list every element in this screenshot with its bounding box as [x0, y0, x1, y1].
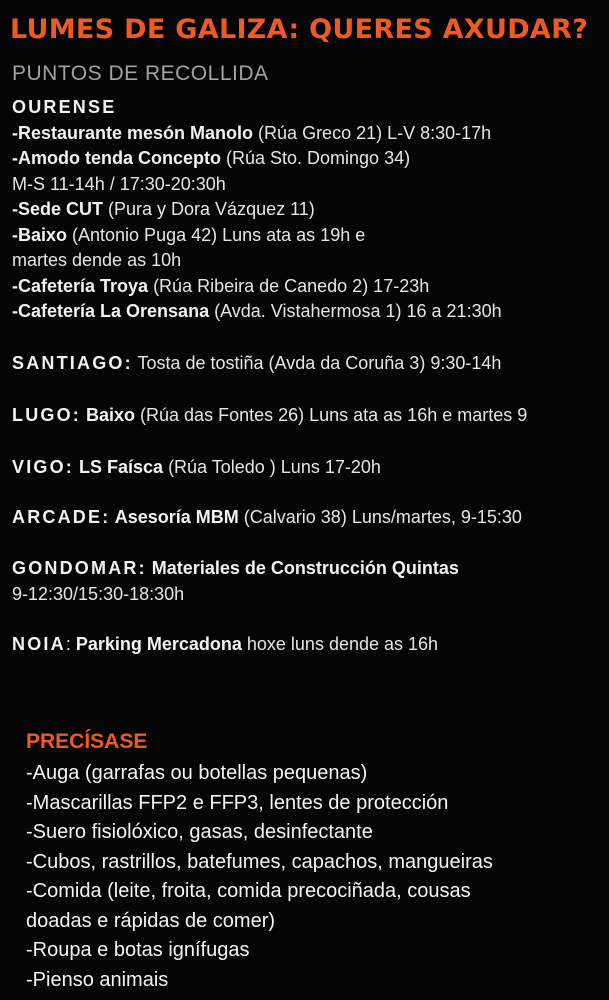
list-item: -Suero fisiolóxico, gasas, desinfectante: [26, 821, 373, 843]
city-gondomar: GONDOMAR:: [12, 558, 147, 578]
list-item: -Amodo tenda Concepto (Rúa Sto. Domingo 34): [12, 148, 411, 168]
list-item: -Auga (garrafas ou botellas pequenas): [26, 762, 368, 784]
list-item: -Pienso animais: [26, 968, 169, 991]
arcade-line: ARCADE: Asesoría MBM (Calvario 38) Luns/martes, 9-15:30: [12, 507, 522, 527]
city-vigo: VIGO:: [12, 457, 75, 477]
list-item: -Restaurante mesón Manolo (Rúa Greco 21) L-V 8:30-17h: [12, 122, 492, 143]
list-item: -Comida (leite, froita, comida precociñada, cousas: [26, 880, 471, 902]
city-noia: NOIA: [12, 634, 66, 654]
gondomar-hours: 9-12:30/15:30-18:30h: [12, 583, 185, 604]
ourense-section: [12, 95, 502, 325]
page-title: LUMES DE GALIZA: QUERES AXUDAR?: [10, 14, 589, 45]
santiago-line: SANTIAGO: Tosta de tostiña (Avda da Coruña 3) 9:30-14h: [12, 353, 502, 373]
list-item: -Mascarillas FFP2 e FFP3, lentes de protección: [26, 791, 449, 814]
page-subtitle: PUNTOS DE RECOLLIDA: [12, 62, 269, 85]
lugo-line: LUGO: Baixo (Rúa das Fontes 26) Luns ata as 16h e martes 9: [12, 405, 528, 425]
city-lugo: LUGO:: [12, 405, 81, 425]
city-ourense: OURENSE: [12, 97, 117, 117]
list-item: martes dende as 10h: [12, 250, 182, 270]
vigo-line: VIGO: LS Faísca (Rúa Toledo ) Luns 17-20h: [12, 457, 381, 477]
city-santiago: SANTIAGO:: [12, 353, 133, 373]
list-item: -Sede CUT (Pura y Dora Vázquez 11): [12, 199, 315, 219]
city-arcade: ARCADE:: [12, 507, 111, 527]
list-item: -Cafetería Troya (Rúa Ribeira de Canedo 2) 17-23h: [12, 275, 430, 296]
list-item: -Roupa e botas ignífugas: [26, 939, 250, 961]
list-item: -Cafetería La Orensana (Avda. Vistahermosa 1) 16 a 21:30h: [12, 301, 502, 321]
list-item: -Baixo (Antonio Puga 42) Luns ata as 19h e: [12, 224, 366, 245]
list-item: -Cubos, rastrillos, batefumes, capachos, mangueiras: [26, 850, 493, 873]
noia-line: NOIA: Parking Mercadona hoxe luns dende as 16h: [12, 634, 439, 654]
list-item: M-S 11-14h / 17:30-20:30h: [12, 173, 226, 194]
list-item: doadas e rápidas de comer): [26, 909, 276, 932]
precisase-heading: PRECÍSASE: [26, 730, 148, 753]
needs-list: [26, 759, 493, 995]
gondomar-section: GONDOMAR: Materiales de Construcción Quintas 9-12:30/15:30-18:30h: [12, 556, 459, 607]
